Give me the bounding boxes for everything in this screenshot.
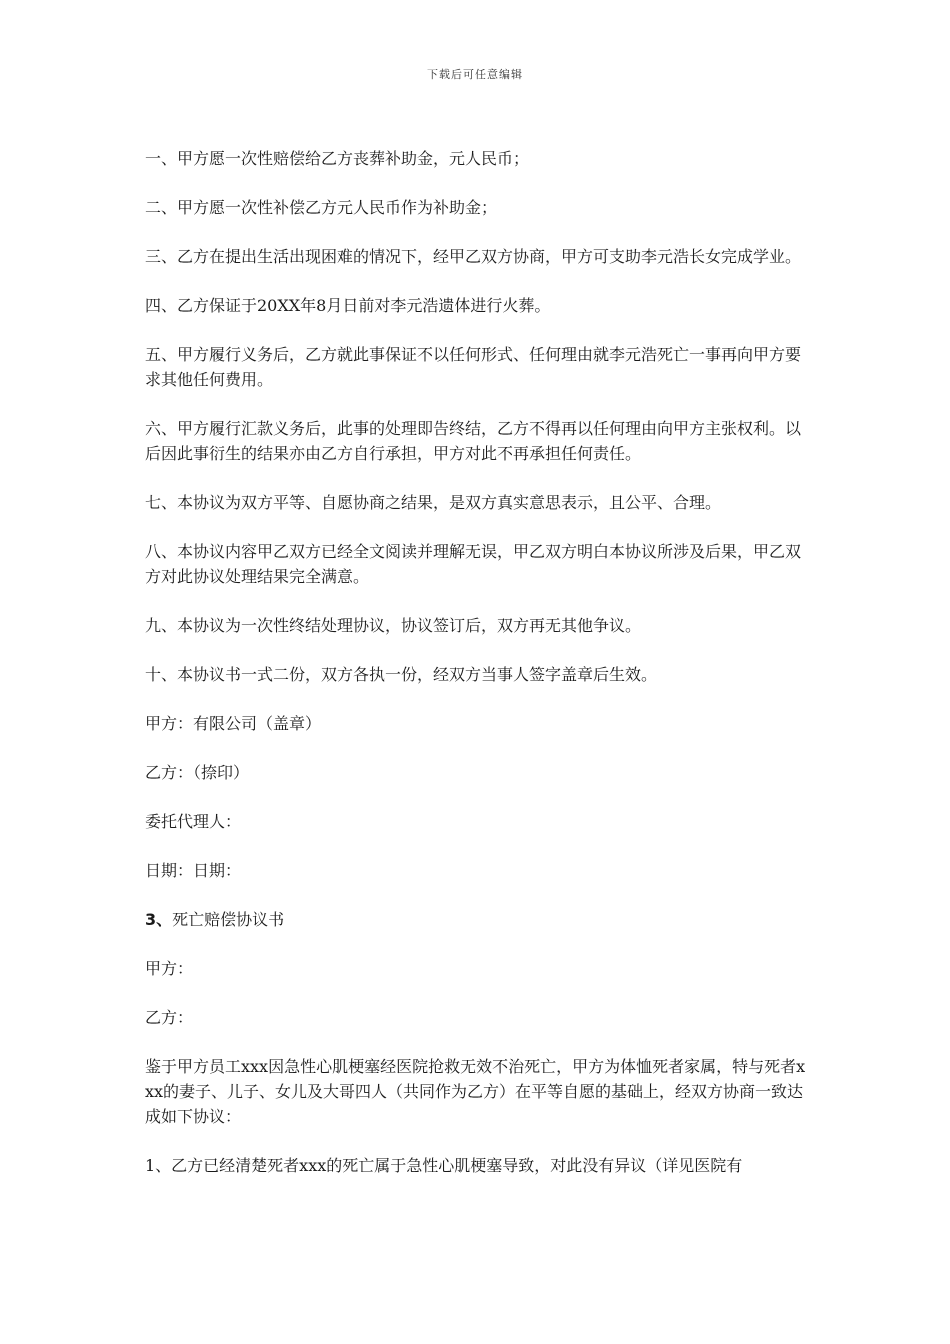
section-heading [145,907,810,932]
section-number: 3、 [145,910,173,929]
clause-2: 二、甲方愿一次性补偿乙方元人民币作为补助金； [145,198,498,217]
clause-9: 九、本协议为一次性终结处理协议，协议签订后，双方再无其他争议。 [145,616,642,635]
clause-10: 十、本协议书一式二份，双方各执一份，经双方当事人签字盖章后生效。 [145,665,658,684]
clause-1: 一、甲方愿一次性赔偿给乙方丧葬补助金，元人民币； [145,149,530,168]
header-note: 下载后可任意编辑 [427,68,523,81]
section-title: 死亡赔偿协议书 [172,910,285,929]
article-1: 1、乙方已经清楚死者xxx的死亡属于急性心肌梗塞导致，对此没有异议（详见医院有 [145,1156,743,1175]
party-a-line: 甲方： [145,959,194,978]
party-a-signature: 甲方：有限公司（盖章） [145,714,322,733]
clause-7: 七、本协议为双方平等、自愿协商之结果，是双方真实意思表示，且公平、合理。 [145,493,722,512]
agent-line: 委托代理人： [145,812,242,831]
clause-3: 三、乙方在提出生活出现困难的情况下，经甲乙双方协商，甲方可支助李元浩长女完成学业。 [145,247,802,266]
document-body [145,146,810,1202]
clause-5: 五、甲方履行义务后，乙方就此事保证不以任何形式、任何理由就李元浩死亡一事再向甲方要求其他任何费用。 [145,345,802,389]
clause-8: 八、本协议内容甲乙双方已经全文阅读并理解无误，甲乙双方明白本协议所涉及后果，甲乙双方对此协议处理结果完全满意。 [145,542,802,586]
preamble: 鉴于甲方员工xxx因急性心肌梗塞经医院抢救无效不治死亡，甲方为体恤死者家属，特与死者xxx的妻子、儿子、女儿及大哥四人（共同作为乙方）在平等自愿的基础上，经双方协商一致达成如下协议： [145,1057,806,1126]
clause-4: 四、乙方保证于20XX年8月日前对李元浩遗体进行火葬。 [145,296,551,315]
clause-6: 六、甲方履行汇款义务后，此事的处理即告终结，乙方不得再以任何理由向甲方主张权利。以后因此事衍生的结果亦由乙方自行承担，甲方对此不再承担任何责任。 [145,419,802,463]
party-b-signature: 乙方：（捺印） [145,763,250,782]
party-b-line: 乙方： [145,1008,194,1027]
date-line: 日期：日期： [145,861,242,880]
